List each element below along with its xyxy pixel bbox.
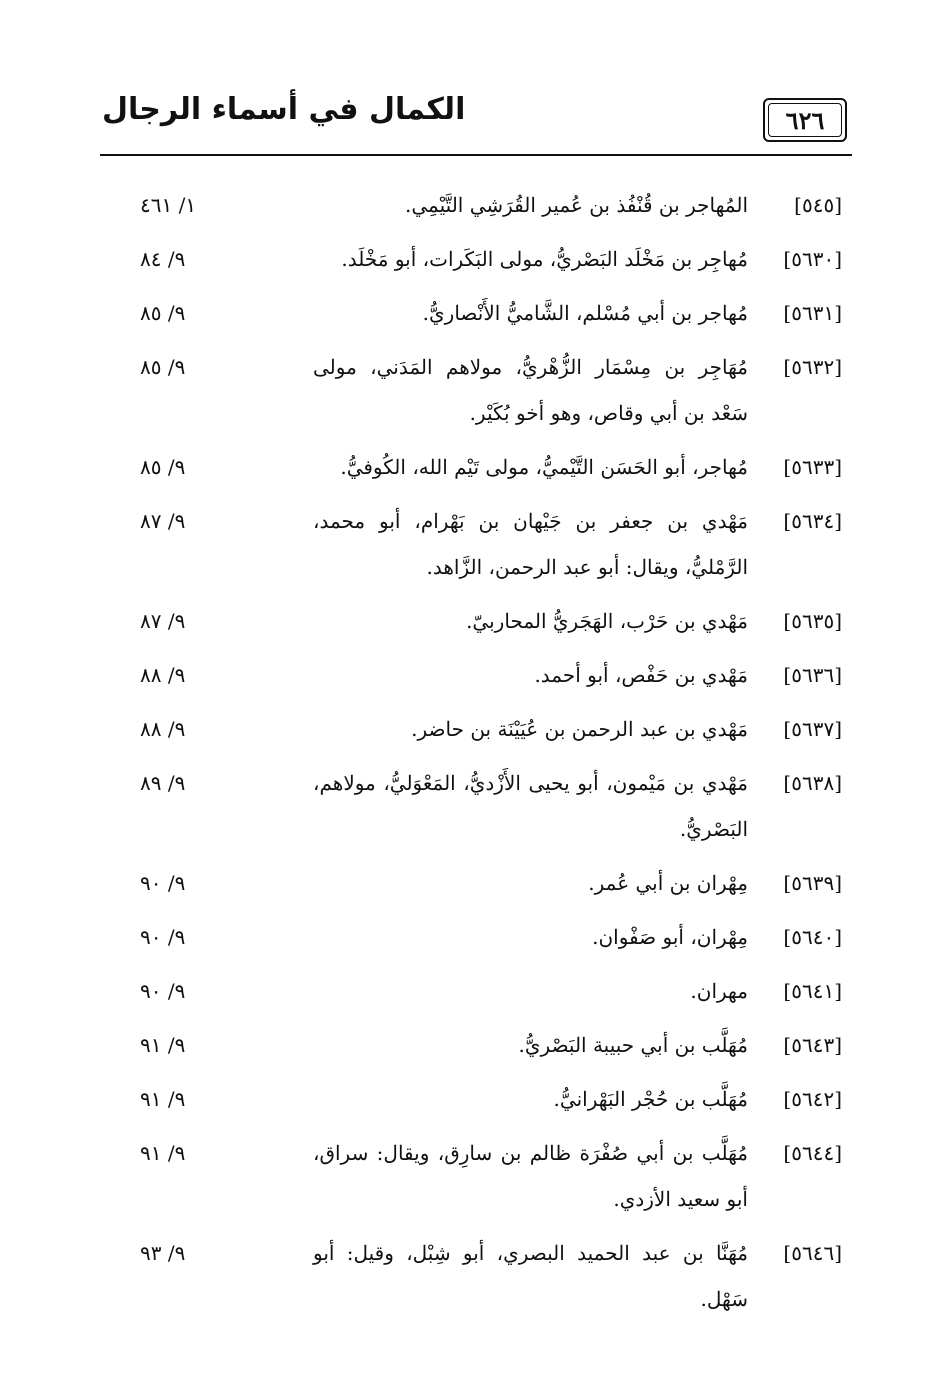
list-item [100,658,852,698]
entry-name: مُهَلَّب بن أبي صُفْرَة ظالم بن سارِق، ويقال: سراق، أبو سعيد الأزدي. [313,1141,748,1211]
volume-page-ref: ٩/ ٨٧ [140,509,186,533]
running-title: الكمال في أسماء الرجال [102,92,466,127]
entry-name: المُهاجر بن قُنْفُذ بن عُمير القُرَشِي التَّيْمِي. [405,193,748,217]
volume-page-ref: ٩/ ٨٥ [140,355,186,379]
list-item [100,1082,852,1122]
entry-name: مِهْران بن أبي عُمر. [588,871,748,895]
volume-page-ref: ٩/ ٩٠ [140,925,186,949]
list-item [100,920,852,960]
entry-number: [٥٦٣٢] [783,355,842,379]
volume-page-ref: ٩/ ٩١ [140,1087,186,1111]
entry-number: [٥٦٣٧] [783,717,842,741]
list-item [100,712,852,752]
volume-page-ref: ٩/ ٨٨ [140,663,186,687]
volume-page-ref: ٩/ ٨٨ [140,717,186,741]
list-item [100,450,852,490]
entry-number: [٥٦٤٤] [783,1141,842,1165]
entry-list [100,188,852,1336]
entry-name: مَهْدي بن حَرْب، الهَجَريُّ المحاربيّ. [466,609,748,633]
list-item [100,1236,852,1322]
entry-name: مُهَاجِر بن مِسْمَار الزُّهْريُّ، مولاهم المَدَني، مولى سَعْد بن أبي وقاص، وهو أخو بُكَيْر. [313,355,748,425]
volume-page-ref: ٩/ ٨٧ [140,609,186,633]
entry-number: [٥٦٣٤] [783,509,842,533]
entry-name: مُهاجِر بن مَخْلَد البَصْريُّ، مولى البَكَرات، أبو مَخْلَد. [341,247,748,271]
list-item [100,866,852,906]
page-number: ٦٢٦ [763,98,847,142]
entry-name: مَهْدي بن حَفْص، أبو أحمد. [534,663,748,687]
entry-number: [٥٦٤١] [783,979,842,1003]
page-header [100,92,852,156]
entry-number: [٥٦٣١] [783,301,842,325]
entry-number: [٥٦٣٩] [783,871,842,895]
entry-name: مهران. [690,979,748,1003]
entry-number: [٥٦٣٦] [783,663,842,687]
entry-name: مَهْدي بن عبد الرحمن بن عُيَيْنَة بن حاضر. [411,717,748,741]
list-item [100,350,852,436]
entry-number: [٥٦٣٣] [783,455,842,479]
entry-name: مُهَلَّب بن أبي حبيبة البَصْريُّ. [518,1033,748,1057]
entry-number: [٥٦٤٢] [783,1087,842,1111]
entry-name: مُهَلَّب بن حُجْر البَهْرانيُّ. [553,1087,748,1111]
list-item [100,504,852,590]
volume-page-ref: ٩/ ٩٠ [140,871,186,895]
entry-number: [٥٤٥] [794,193,842,217]
volume-page-ref: ٩/ ٩٠ [140,979,186,1003]
entry-name: مِهْران، أبو صَفْوان. [592,925,748,949]
entry-number: [٥٦٤٦] [783,1241,842,1265]
list-item [100,604,852,644]
entry-name: مُهاجر بن أبي مُسْلم، الشَّاميُّ الأَنْصاريُّ. [422,301,748,325]
entry-number: [٥٦٣٠] [783,247,842,271]
entry-number: [٥٦٤٠] [783,925,842,949]
volume-page-ref: ٩/ ٩١ [140,1141,186,1165]
entry-number: [٥٦٣٥] [783,609,842,633]
entry-name: مَهْدي بن جعفر بن جَيْهان بن بَهْرام، أبو محمد، الرَّمْليُّ، ويقال: أبو عبد الرحمن، الزَّاهد. [313,509,748,579]
list-item [100,296,852,336]
volume-page-ref: ٩/ ٨٥ [140,455,186,479]
list-item [100,188,852,228]
volume-page-ref: ٩/ ٨٥ [140,301,186,325]
volume-page-ref: ٩/ ٨٩ [140,771,186,795]
volume-page-ref: ١/ ٤٦١ [140,193,197,217]
entry-number: [٥٦٤٣] [783,1033,842,1057]
volume-page-ref: ٩/ ٩٣ [140,1241,186,1265]
volume-page-ref: ٩/ ٩١ [140,1033,186,1057]
entry-name: مُهَنَّا بن عبد الحميد البصري، أبو شِبْل، وقيل: أبو سَهْل. [313,1241,748,1311]
entry-name: مَهْدي بن مَيْمون، أبو يحيى الأَزْديُّ، المَعْوَليُّ، مولاهم، البَصْريُّ. [313,771,748,841]
entry-name: مُهاجر، أبو الحَسَن التَّيْميُّ، مولى تَيْم الله، الكُوفيُّ. [340,455,748,479]
list-item [100,974,852,1014]
list-item [100,242,852,282]
list-item [100,766,852,852]
volume-page-ref: ٩/ ٨٤ [140,247,186,271]
entry-number: [٥٦٣٨] [783,771,842,795]
list-item [100,1028,852,1068]
list-item [100,1136,852,1222]
